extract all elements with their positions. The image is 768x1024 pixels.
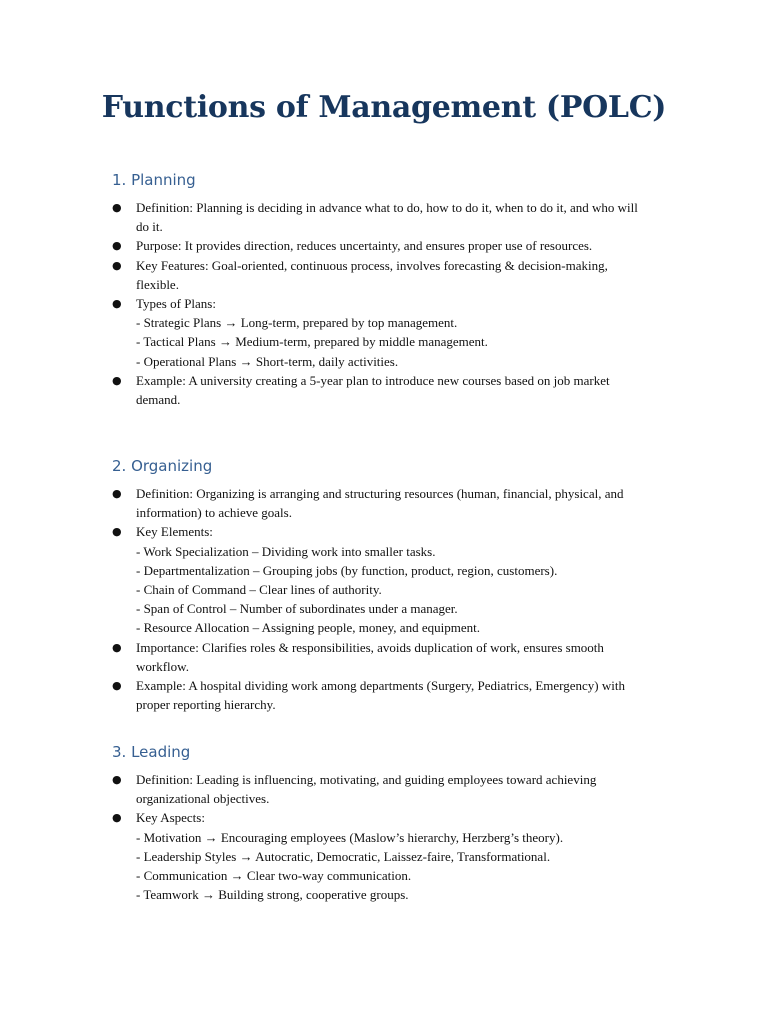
list-item: ● Definition: Planning is deciding in advance what to do, how to do it, when to do it, and who will do it. — [112, 200, 638, 235]
bullet-icon: ● — [112, 811, 122, 825]
bullet-list — [112, 484, 652, 714]
bullet-icon: ● — [112, 640, 122, 654]
list-item: ● Key Aspects: - Motivation → Encouraging employees (Maslow’s hierarchy, Herzberg’s theory). - Leadership Styles → Autocratic, Democratic, Laissez-faire, Transformational. - Communication → Clear two-way communication. - Teamwork → Building strong, cooperative groups. — [112, 810, 564, 903]
section-organizing — [112, 456, 652, 714]
bullet-icon: ● — [112, 773, 122, 786]
document-title: Functions of Management (POLC) — [101, 90, 667, 125]
bullet-list — [112, 198, 652, 409]
bullet-icon: ● — [112, 297, 122, 311]
list-item: ● Example: A hospital dividing work among departments (Surgery, Pediatrics, Emergency) with proper reporting hierarchy. — [112, 678, 625, 713]
list-item: ● Types of Plans: - Strategic Plans → Long-term, prepared by top management. - Tactical Plans → Medium-term, prepared by middle management. - Operational Plans → Short-term, daily activities. — [112, 296, 488, 369]
list-item: ● Key Features: Goal-oriented, continuous process, involves forecasting & decision-making, flexible. — [112, 257, 608, 292]
list-item: ● Definition: Organizing is arranging and structuring resources (human, financial, physical, and information) to achieve goals. — [112, 486, 624, 521]
section-heading: 1. Planning — [112, 171, 196, 189]
bullet-icon: ● — [112, 373, 122, 387]
bullet-icon: ● — [112, 525, 122, 539]
list-item: ● Purpose: It provides direction, reduces uncertainty, and ensures proper use of resources. — [112, 236, 652, 255]
section-heading: 3. Leading — [112, 743, 191, 761]
bullet-icon: ● — [112, 239, 122, 253]
list-item: ● Importance: Clarifies roles & responsibilities, avoids duplication of work, ensures smooth workflow. — [112, 639, 604, 674]
bullet-icon: ● — [112, 679, 122, 693]
list-item: ● Example: A university creating a 5-year plan to introduce new courses based on job market demand. — [112, 372, 610, 408]
bullet-icon: ● — [112, 201, 122, 214]
list-item: ● Key Elements: - Work Specialization – Dividing work into smaller tasks. - Departmentalization – Grouping jobs (by function, product, region, customers). - Chain of Command – Clear lines of authority. - Span of Control – Number of subordinates under a manager. - Resource Allocation – Assigning people, money, and equipment. — [112, 524, 558, 636]
section-heading: 2. Organizing — [112, 457, 213, 475]
section-leading — [112, 742, 652, 904]
section-planning — [112, 170, 652, 409]
list-item: ● Definition: Leading is influencing, motivating, and guiding employees toward achieving organizational objectives. — [112, 772, 597, 807]
bullet-icon: ● — [112, 487, 122, 500]
bullet-icon: ● — [112, 258, 122, 272]
bullet-list — [112, 770, 652, 904]
